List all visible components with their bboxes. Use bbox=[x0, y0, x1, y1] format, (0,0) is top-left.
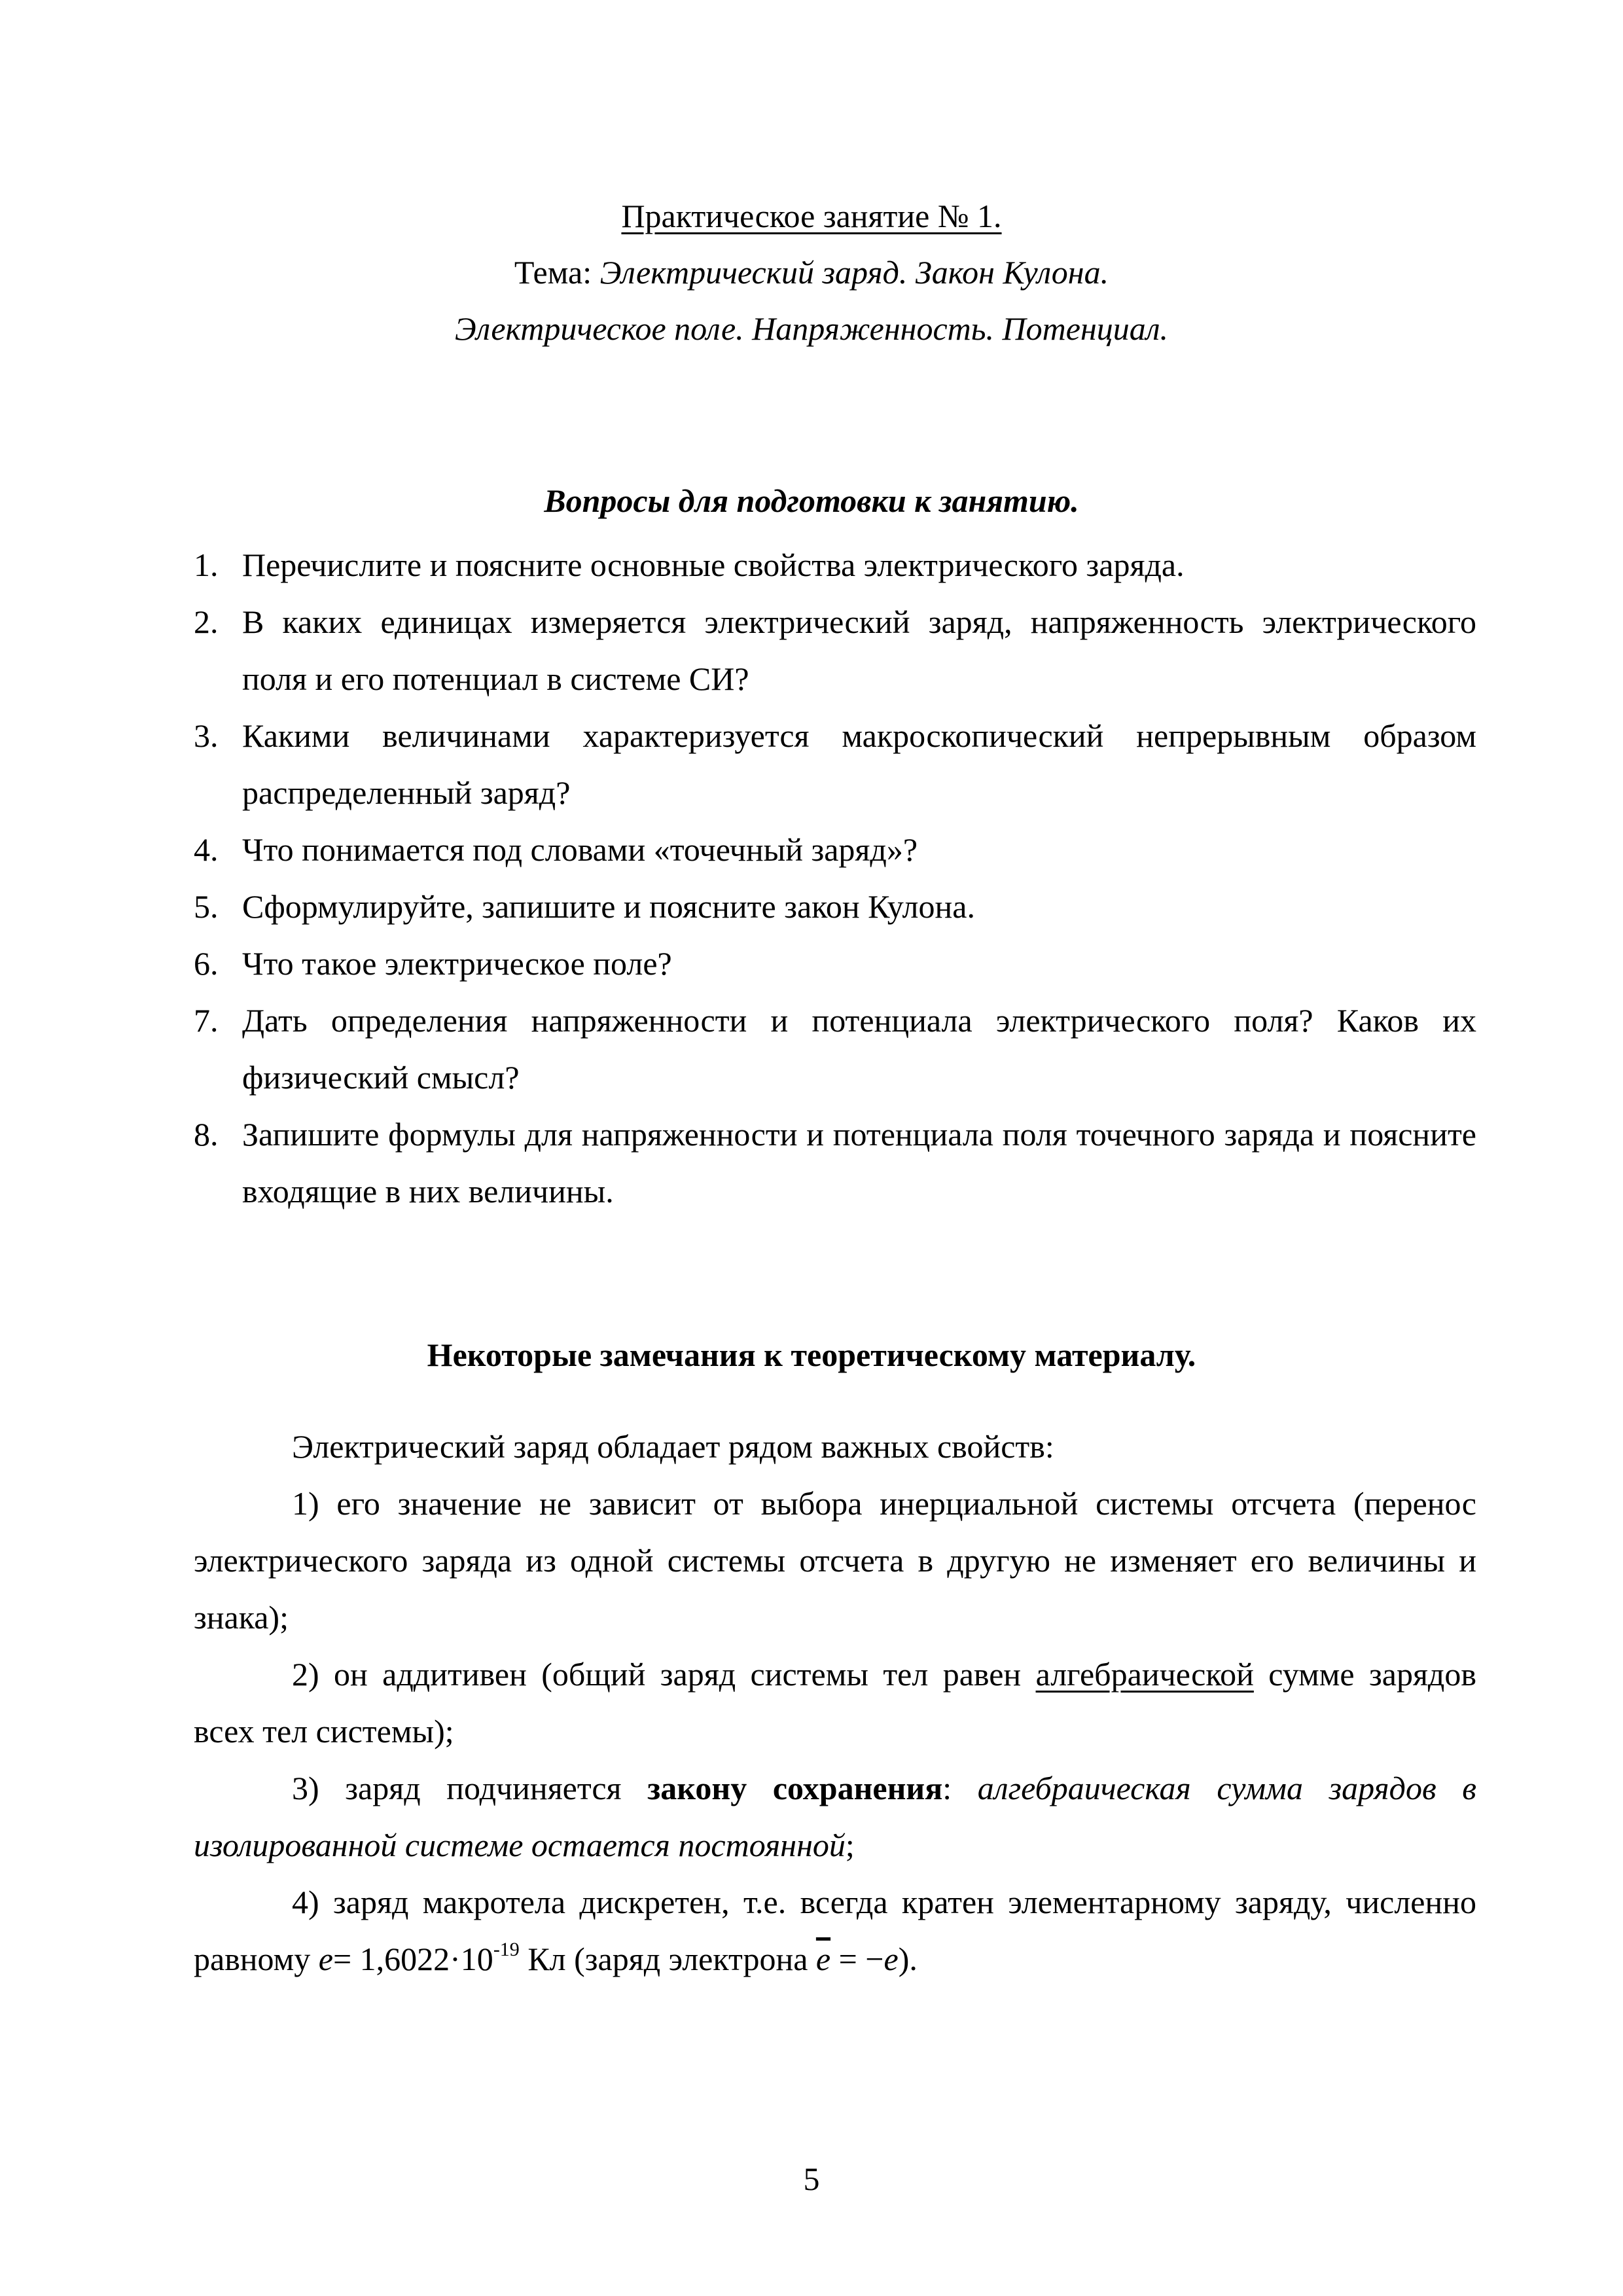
question-item: 8. Запишите формулы для напряженности и потенциала поля точечного заряда и поясните входящие в них величины. bbox=[194, 1116, 1476, 1210]
question-item: 4. Что понимается под словами «точечный заряд»? bbox=[194, 831, 918, 868]
topic-text-1: Электрический заряд. Закон Кулона. bbox=[599, 254, 1109, 291]
page-number: 5 bbox=[803, 2161, 820, 2197]
topic-label: Тема: bbox=[514, 254, 600, 291]
property-3: 3) заряд подчиняется закону сохранения: алгебраическая сумма зарядов в изолированной системе остается постоянной; bbox=[194, 1770, 1476, 1863]
question-item: 7. Дать определения напряженности и потенциала электрического поля? Каков их физический смысл? bbox=[194, 1002, 1476, 1096]
question-item: 6. Что такое электрическое поле? bbox=[194, 945, 672, 982]
property-2: 2) он аддитивен (общий заряд системы тел равен алгебраической сумме зарядов всех тел системы); bbox=[194, 1656, 1476, 1749]
notes-heading: Некоторые замечания к теоретическому материалу. bbox=[427, 1336, 1196, 1373]
topic-text-2: Электрическое поле. Напряженность. Потенциал. bbox=[454, 310, 1169, 347]
notes-body bbox=[194, 1418, 1476, 1988]
topic-line-2 bbox=[0, 309, 1623, 348]
questions-heading: Вопросы для подготовки к занятию. bbox=[544, 482, 1079, 519]
underlined-term: алгебраической bbox=[1035, 1656, 1254, 1693]
question-item: 3. Какими величинами характеризуется макроскопический непрерывным образом распределенный заряд? bbox=[194, 717, 1476, 811]
notes-intro: Электрический заряд обладает рядом важных свойств: bbox=[292, 1428, 1054, 1465]
property-4: 4) заряд макротела дискретен, т.е. всегда кратен элементарному заряду, численно равному $e= 1,6022\cdot 10^{-19}$ Кл (заряд электрона $\overline{e} = -e$). bbox=[194, 1884, 1476, 1977]
question-item: 2. В каких единицах измеряется электрический заряд, напряженность электрического поля и его потенциал в системе СИ? bbox=[194, 603, 1476, 697]
question-item: 1. Перечислите и поясните основные свойства электрического заряда. bbox=[194, 547, 1185, 583]
property-1: 1) его значение не зависит от выбора инерциальной системы отсчета (перенос электрического заряда из одной системы отсчета в другую не изменяет его величины и знака); bbox=[194, 1485, 1476, 1636]
exponent: -19 bbox=[493, 1939, 520, 1960]
questions-list bbox=[194, 537, 1476, 1220]
conservation-law-text: алгебраическая сумма зарядов в изолированной системе остается постоянной bbox=[194, 1770, 1476, 1863]
page-title: Практическое занятие № 1. bbox=[621, 198, 1002, 234]
topic-line-1 bbox=[0, 253, 1623, 292]
electron-charge-symbol: $\overline{e}$ bbox=[815, 1941, 831, 1977]
question-item: 5. Сформулируйте, запишите и поясните закон Кулона. bbox=[194, 888, 975, 925]
conservation-law-term: закону сохранения bbox=[647, 1770, 943, 1806]
